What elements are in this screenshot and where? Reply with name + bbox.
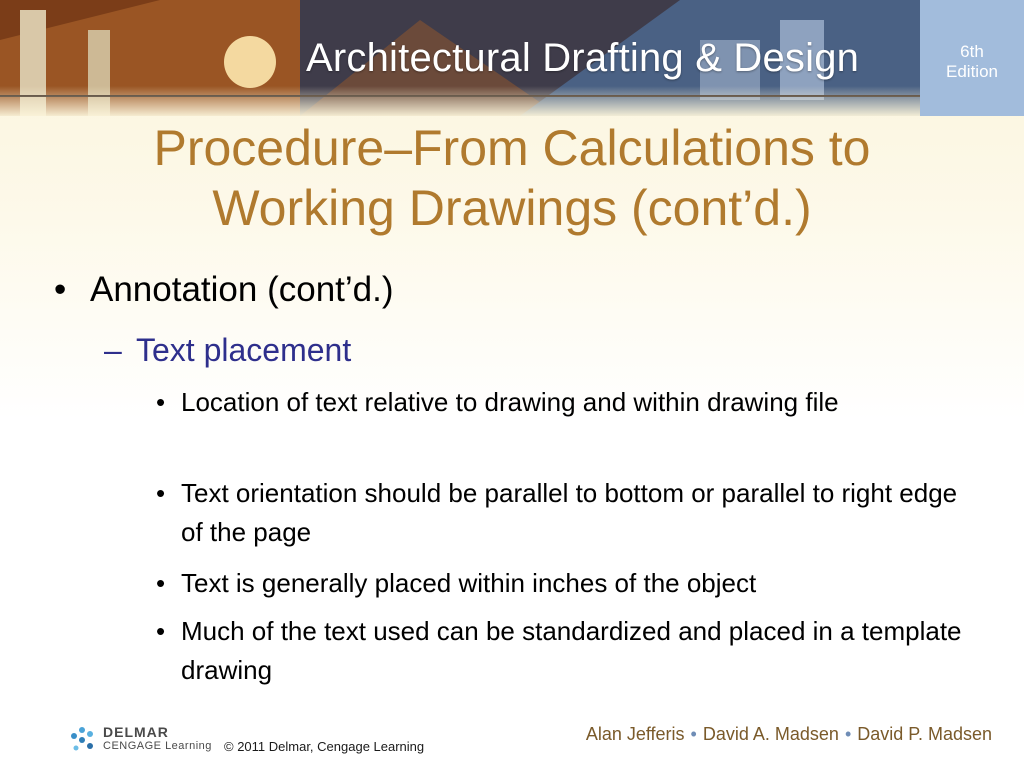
list-item-text: Much of the text used can be standardized and placed in a template drawing [181,616,962,685]
author-name: David P. Madsen [857,724,992,744]
brand-subtitle: CENGAGE Learning [103,740,212,752]
list-item-text: Text is generally placed within inches of the object [181,568,757,598]
bullet-marker: • [156,478,166,508]
slide-title [0,118,1024,238]
bullet-marker: • [156,616,166,646]
delmar-logo-icon [68,724,100,754]
list-item-text: Location of text relative to drawing and within drawing file [181,387,839,417]
bullet-marker: • [156,387,166,417]
bullet-text: Annotation (cont’d.) [90,270,394,309]
bullet-marker: • [156,568,166,598]
list-item [156,612,976,690]
edition-label: Edition [946,62,998,81]
edition-box [920,0,1024,116]
slide-title-line-1: Procedure–From Calculations to [153,120,871,176]
edition-number: 6th [960,42,984,61]
bullet-annotation [54,270,394,310]
dash-marker: – [104,332,122,368]
author-name: David A. Madsen [702,724,839,744]
book-title: Architectural Drafting & Design [306,36,860,80]
slide-title-line-2: Working Drawings (cont’d.) [212,180,812,236]
subbullet-text-placement [104,332,351,369]
author-name: Alan Jefferis [585,724,685,744]
copyright-notice: © 2011 Delmar, Cengage Learning [224,739,425,754]
list-item [156,474,976,552]
author-separator: • [690,724,697,744]
list-item [156,383,976,422]
header-banner [0,0,1024,116]
banner-fade [0,86,1024,116]
bullet-marker: • [54,270,67,309]
list-item-text: Text orientation should be parallel to bottom or parallel to right edge of the page [181,478,958,547]
list-item [156,564,976,603]
brand-name: DELMAR [103,724,169,740]
author-credits [586,724,992,745]
subbullet-text: Text placement [136,332,352,368]
author-separator: • [844,724,852,744]
